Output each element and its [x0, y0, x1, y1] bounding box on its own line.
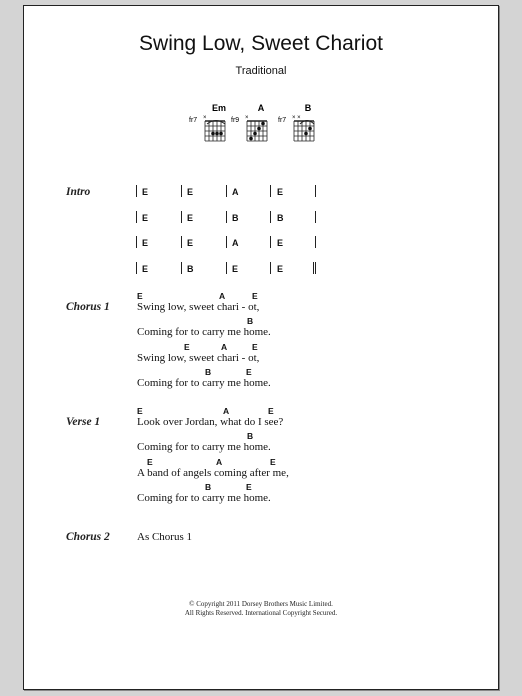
bar-chord: E [187, 213, 194, 223]
bar-line [315, 211, 316, 223]
bar-chord: E [277, 264, 284, 274]
bar-chord: E [277, 238, 284, 248]
bar-chord: A [232, 187, 239, 197]
lyric-chord: B [247, 431, 254, 441]
chord-name: B [304, 103, 312, 113]
lyric-chord: B [205, 367, 212, 377]
bar-chord: B [187, 264, 194, 274]
bar-line [181, 211, 182, 223]
bar-line [270, 211, 271, 223]
section-label-chorus-2: Chorus 2 [66, 531, 110, 543]
lyric-chord: E [137, 406, 143, 416]
bar-chord: E [187, 238, 194, 248]
lyric-chord: E [246, 482, 252, 492]
lyric-chord: A [221, 342, 228, 352]
copyright-notice [24, 600, 498, 618]
lyric-chord: E [252, 342, 258, 352]
bar-line [136, 236, 137, 248]
bar-chord: E [142, 187, 149, 197]
bar-line [226, 262, 227, 274]
copyright-line: All Rights Reserved. International Copyright Secured. [184, 609, 338, 617]
chord-grid-icon [292, 114, 318, 142]
lyric-chord: A [223, 406, 230, 416]
section-label-chorus-1: Chorus 1 [66, 301, 110, 313]
svg-text:×: × [245, 115, 249, 121]
bar-line [226, 185, 227, 197]
svg-text:× ×: × × [292, 115, 301, 121]
chord-grid-icon [203, 114, 229, 142]
lyric-line: A band of angels coming after me, [137, 467, 289, 479]
repeat-instruction: As Chorus 1 [137, 531, 193, 543]
lyric-chord: E [246, 367, 252, 377]
bar-line [270, 185, 271, 197]
bar-line [181, 185, 182, 197]
chord-fret: fr7 [189, 117, 198, 124]
chord-fret: fr9 [231, 117, 240, 124]
bar-line [226, 211, 227, 223]
bar-chord: E [232, 264, 239, 274]
bar-line [270, 236, 271, 248]
bar-line [136, 185, 137, 197]
bar-chord: A [232, 238, 239, 248]
lyric-chord: A [219, 291, 226, 301]
chord-name: A [257, 103, 265, 113]
sheet-page [23, 5, 499, 690]
lyric-line: Swing low, sweet chari - ot, [137, 301, 260, 313]
lyric-line: Coming for to carry me home. [137, 377, 271, 389]
lyric-line: Coming for to carry me home. [137, 441, 271, 453]
lyric-chord: A [216, 457, 223, 467]
bar-line [270, 262, 271, 274]
bar-chord: E [277, 187, 284, 197]
lyric-chord: B [205, 482, 212, 492]
bar-line [181, 236, 182, 248]
bar-chord: E [142, 264, 149, 274]
song-credit: Traditional [235, 65, 287, 77]
bar-line [136, 211, 137, 223]
final-bar-line [313, 262, 314, 274]
bar-line [181, 262, 182, 274]
bar-chord: E [142, 238, 149, 248]
lyric-line: Coming for to carry me home. [137, 326, 271, 338]
lyric-chord: E [184, 342, 190, 352]
lyric-chord: E [137, 291, 143, 301]
song-title: Swing Low, Sweet Chariot [139, 32, 383, 55]
lyric-chord: E [147, 457, 153, 467]
chord-name: Em [211, 103, 226, 113]
bar-chord: B [277, 213, 284, 223]
lyric-chord: E [268, 406, 274, 416]
lyric-chord: B [247, 316, 254, 326]
chord-grid-icon [245, 114, 271, 142]
copyright-line: © Copyright 2011 Dorsey Brothers Music Limited. [189, 600, 333, 608]
section-label-intro: Intro [66, 186, 91, 198]
chord-diagram-b [278, 103, 338, 143]
section-label-verse-1: Verse 1 [66, 416, 101, 428]
bar-chord: B [232, 213, 239, 223]
lyric-chord: E [252, 291, 258, 301]
bar-chord: E [187, 187, 194, 197]
bar-line [315, 236, 316, 248]
lyric-line: Swing low, sweet chari - ot, [137, 352, 260, 364]
bar-line [226, 236, 227, 248]
bar-line [315, 185, 316, 197]
lyric-line: Look over Jordan, what do I see? [137, 416, 284, 428]
bar-chord: E [142, 213, 149, 223]
chord-fret: fr7 [278, 117, 287, 124]
bar-line [136, 262, 137, 274]
lyric-line: Coming for to carry me home. [137, 492, 271, 504]
lyric-chord: E [270, 457, 276, 467]
svg-text:×: × [203, 115, 207, 121]
